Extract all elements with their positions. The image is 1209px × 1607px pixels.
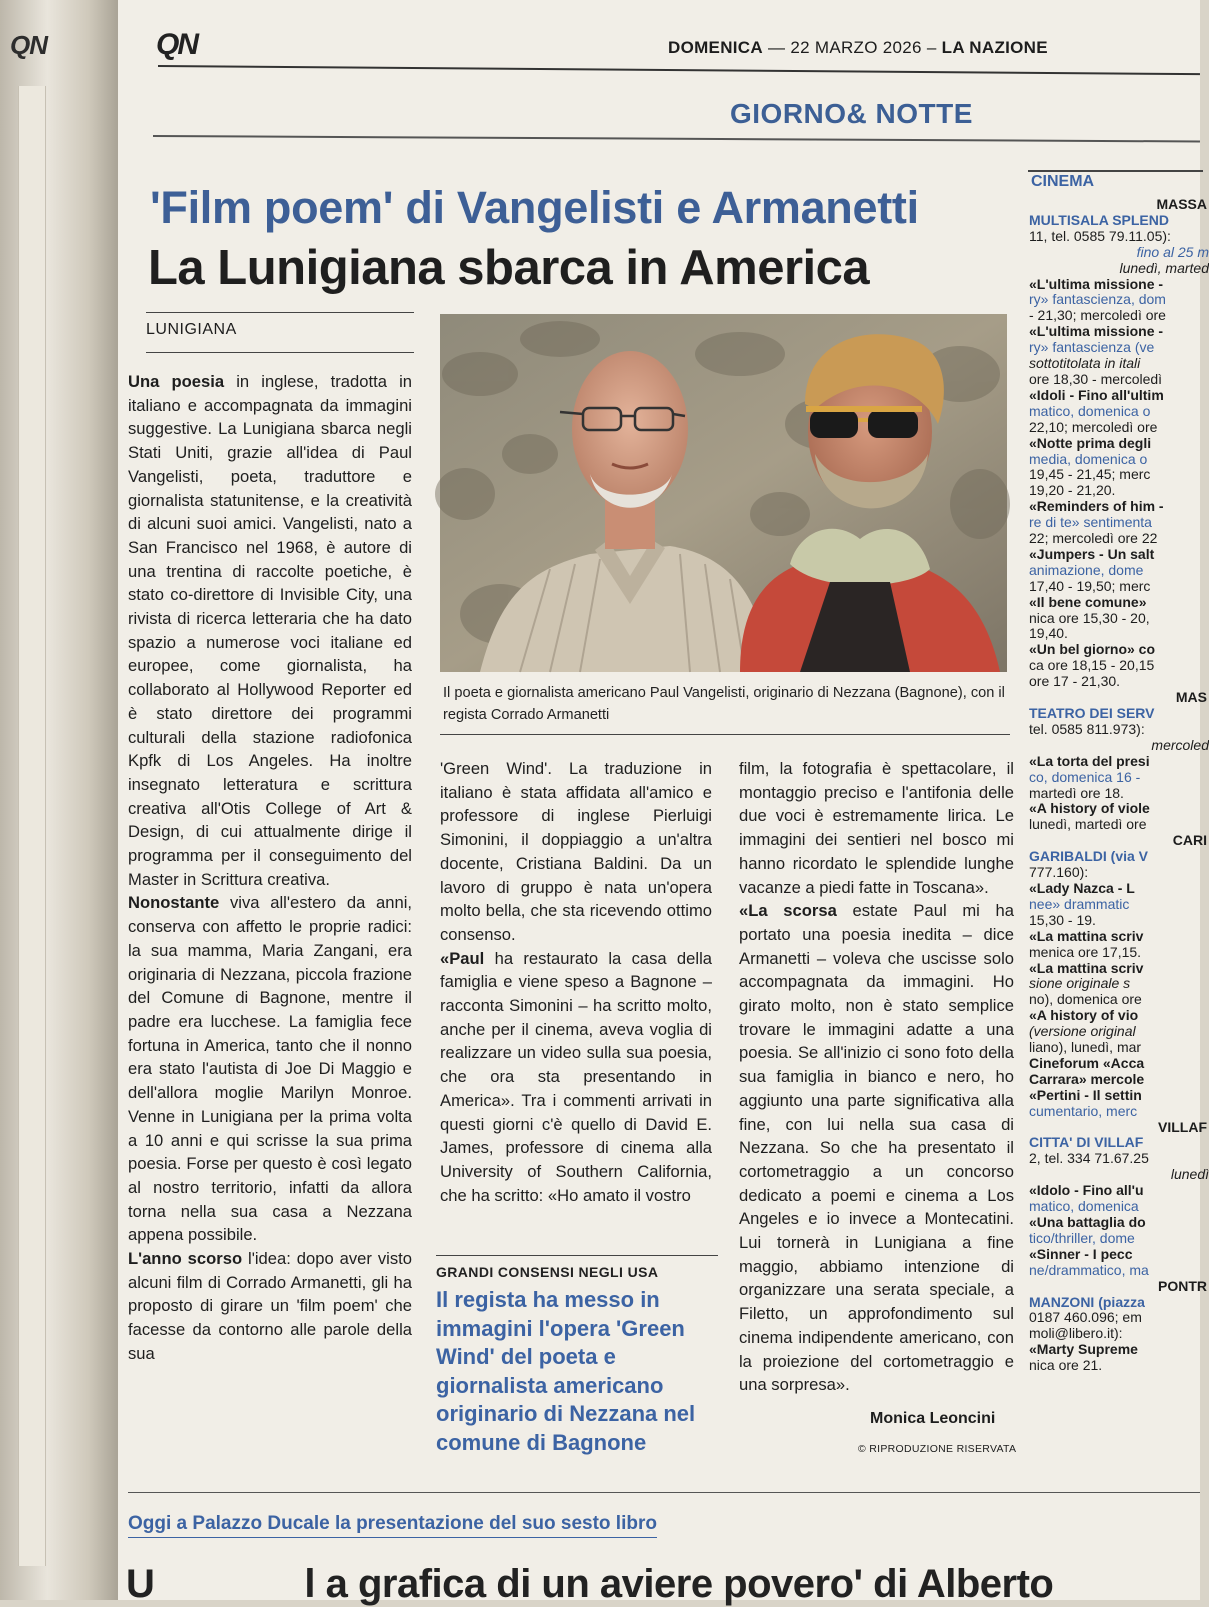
cinema-line: animazione, dome xyxy=(1029,561,1144,578)
cinema-line: MANZONI (piazza xyxy=(1029,1293,1145,1310)
paragraph xyxy=(128,1247,412,1366)
cinema-line: «Marty Supreme xyxy=(1029,1341,1138,1358)
section-rule xyxy=(153,135,1200,142)
cinema-line: tel. 0585 811.973): xyxy=(1029,720,1145,737)
dateline-separator: — xyxy=(768,38,786,57)
pull-quote-box xyxy=(436,1264,718,1457)
paragraph xyxy=(739,757,1014,899)
cinema-line: «Sinner - I pecc xyxy=(1029,1245,1133,1262)
cinema-line: 0187 460.096; em xyxy=(1029,1309,1142,1326)
previous-page-edge xyxy=(0,0,118,1600)
article-column-2 xyxy=(440,757,712,1207)
cinema-listings xyxy=(1029,165,1209,1475)
cinema-line: moli@libero.it): xyxy=(1029,1325,1123,1342)
cinema-line: 2, tel. 334 71.67.25 xyxy=(1029,1150,1149,1167)
cinema-line: «Jumpers - Un salt xyxy=(1029,545,1155,562)
cinema-line: GARIBALDI (via V xyxy=(1029,848,1149,865)
dateline xyxy=(668,38,1048,58)
pull-quote-tag: GRANDI CONSENSI NEGLI USA xyxy=(436,1264,659,1280)
paragraph-text: film, la fotografia è spettacolare, il montaggio preciso e l'antifonia delle due voci è estremamente lirica. Le immagini dei sentieri nel bosco mi hanno ricordato le splendide lunghe vacanze a piedi fatte in Toscana». xyxy=(739,759,1014,897)
cinema-line: «L'ultima missione - xyxy=(1029,323,1164,340)
cinema-line: «A history of viole xyxy=(1029,800,1150,817)
cinema-line: ne/drammatico, ma xyxy=(1029,1261,1149,1278)
copyright-notice: © RIPRODUZIONE RISERVATA xyxy=(858,1443,1017,1455)
cinema-line: tico/thriller, dome xyxy=(1029,1229,1135,1246)
cinema-line: lunedì, martedì ore xyxy=(1029,816,1147,833)
cinema-line: «La mattina scriv xyxy=(1029,959,1144,976)
cinema-line: «Idoli - Fino all'ultim xyxy=(1029,386,1164,403)
cinema-line: nica ore 21. xyxy=(1029,1357,1103,1374)
cinema-line: 15,30 - 19. xyxy=(1029,911,1096,928)
cinema-line: 19,20 - 21,20. xyxy=(1029,482,1116,499)
article-column-3 xyxy=(739,757,1014,1397)
cinema-line: lunedì xyxy=(1170,1166,1209,1183)
photo-caption: Il poeta e giornalista americano Paul Vangelisti, originario di Nezzana (Bagnone), con il regista Corrado Armanetti xyxy=(443,685,1005,723)
photo-illustration xyxy=(440,314,1007,672)
qn-logo: QN xyxy=(156,28,197,61)
cinema-line: re di te» sentimenta xyxy=(1029,514,1152,531)
cinema-line: 11, tel. 0585 79.11.05): xyxy=(1029,227,1171,244)
cinema-line: CARI xyxy=(1172,832,1207,849)
cinema-line: ry» fantascienza (ve xyxy=(1029,339,1155,356)
cinema-line: (versione original xyxy=(1029,1023,1136,1040)
cinema-line: 22,10; mercoledì ore xyxy=(1029,418,1158,435)
dateline-day: DOMENICA xyxy=(668,38,763,57)
article-byline: Monica Leoncini xyxy=(870,1410,996,1427)
dateline-paper: LA NAZIONE xyxy=(941,38,1048,57)
cinema-line: «La mattina scriv xyxy=(1029,927,1144,944)
paragraph xyxy=(128,370,412,891)
paragraph xyxy=(739,899,1014,1397)
cinema-line: 17,40 - 19,50; merc xyxy=(1029,577,1151,594)
paragraph-text: estate Paul mi ha portato una poesia inedita – dice Armanetti – voleva che uscisse solo accompagnata da immagini. Ho girato molto, non è stato semplice trovare le immagini adatte a una poesia. Se all'inizio ci sono foto della sua famiglia in bianco e nero, ho aggiunto una parte significativa alla fine, con lui nella sua casa di Nezzana. So che ha presentato il cortometraggio a un concorso dedicato a poemi e cinema a Los Angeles e io invece a Montecatini. Lui tornerà in Lunigiana a fine maggio, abbiamo intenzione di organizzare una serata speciale, a Filetto, un approfondimento sul cinema indipendente americano, con la proiezione del cortometraggio e una sorpresa». xyxy=(739,901,1014,1395)
cinema-line: 19,40. xyxy=(1029,625,1068,642)
paragraph xyxy=(440,947,712,1208)
paragraph-text: 'Green Wind'. La traduzione in italiano è stata affidata all'amico e professore di inglese Pierluigi Simonini, il doppiaggio a un'altra docente, Cristiana Baldini. Da un lavoro di gruppo è nata un'opera molto bella, che sta ricevendo ottimo consenso. xyxy=(440,759,712,944)
next-headline-part-2: l a grafica di un aviere povero' di Alberto xyxy=(304,1562,1054,1606)
paragraph-text: viva all'estero da anni, conserva con affetto le proprie radici: la sua mamma, Maria Zangani, era originaria di Nezzana, piccola frazione del Comune di Bagnone, mentre il padre era lucchese. La famiglia fece fortuna in America, tanto che il nonno era stato l'autista di Joe Di Maggio e dell'allora moglie Marilyn Monroe. Venne in Lunigiana per la prima volta a 10 anni e qui scrisse la sua prima poesia. Forse per questo è così legato al nostro territorio, infatti da allora torna nella sua casa a Nezzana appena possibile. xyxy=(128,893,412,1245)
paragraph-lead: «Paul xyxy=(440,948,485,968)
article-photo xyxy=(440,314,1007,672)
article-headline: La Lunigiana sbarca in America xyxy=(148,241,870,295)
cinema-line: TEATRO DEI SERV xyxy=(1029,705,1155,721)
subhead-rule xyxy=(436,1255,718,1256)
cinema-line: nica ore 15,30 - 20, xyxy=(1029,609,1150,626)
cinema-line: matico, domenica o xyxy=(1029,402,1151,419)
article-column-1 xyxy=(128,370,412,1366)
cinema-line: «Idolo - Fino all'u xyxy=(1029,1182,1144,1199)
cinema-line: 19,45 - 21,45; merc xyxy=(1029,466,1151,483)
related-article-teaser: Oggi a Palazzo Ducale la presentazione del suo sesto libro xyxy=(128,1513,657,1538)
bottom-rule xyxy=(128,1492,1200,1493)
next-article-headline xyxy=(126,1562,1053,1607)
cinema-line: sottotitolata in itali xyxy=(1029,355,1141,372)
cinema-line: «Pertini - Il settin xyxy=(1029,1086,1142,1103)
cinema-line: Cineforum «Acca xyxy=(1029,1054,1145,1071)
cinema-line: «La torta del presi xyxy=(1029,752,1150,769)
paragraph-lead: Una poesia xyxy=(128,372,225,391)
cinema-line: PONTR xyxy=(1158,1277,1207,1294)
cinema-line: martedì ore 18. xyxy=(1029,784,1124,801)
article-locality: LUNIGIANA xyxy=(146,321,237,338)
cinema-line: - 21,30; mercoledì ore xyxy=(1029,307,1166,324)
cinema-line: matico, domenica xyxy=(1029,1198,1139,1215)
paragraph-lead: Nonostante xyxy=(128,893,220,913)
left-page-strip xyxy=(18,86,46,1566)
cinema-line: ore 17 - 21,30. xyxy=(1029,673,1121,690)
cinema-line: mercoled xyxy=(1151,736,1209,753)
newspaper-page xyxy=(118,0,1209,1606)
cinema-line: «Reminders of him - xyxy=(1029,498,1164,515)
cinema-line: liano), lunedì, mar xyxy=(1029,1039,1142,1056)
cinema-line: «L'ultima missione - xyxy=(1029,275,1164,292)
locality-rule-top xyxy=(146,312,414,313)
cinema-line: menica ore 17,15. xyxy=(1029,943,1142,960)
cinema-line: no), domenica ore xyxy=(1029,991,1142,1008)
paragraph-lead: «La scorsa xyxy=(739,901,837,921)
pull-quote-text: Il regista ha messo in immagini l'opera 'Green Wind' del poeta e giornalista americano originario di Nezzana nel comune di Bagnone xyxy=(436,1287,696,1455)
cinema-line: «Notte prima degli xyxy=(1029,434,1152,451)
cinema-line: «Lady Nazca - L xyxy=(1029,879,1135,896)
paragraph-text: in inglese, tradotta in italiano e accompagnata da immagini suggestive. La Lunigiana sbarca negli Stati Uniti, grazie all'idea di Paul Vangelisti, poeta, traduttore e giornalista statunitense, e la creatività di alcuni suoi amici. Vangelisti, nato a San Francisco nel 1968, è autore di una trentina di raccolte poetiche, è stato co-direttore di Invisible City, una rivista di ricerca letteraria che ha dato spazio a numerose voci italiane ed europee, come giornalista, ha collaborato al Hollywood Reporter ed è stato direttore dei programmi culturali della stazione radiofonica Kpfk di Los Angeles. Ha inoltre insegnato letteratura e scrittura creativa all'Otis College of Art & Design, di cui attualmente dirige il programma per il conseguimento del Master in Scrittura creativa. xyxy=(128,372,412,889)
cinema-line: ca ore 18,15 - 20,15 xyxy=(1029,657,1155,674)
paragraph-text: l'idea: dopo aver visto alcuni film di Corrado Armanetti, gli ha proposto di girare un 'film poem' che facesse da contorno alle parole della sua xyxy=(128,1249,412,1363)
paragraph xyxy=(128,891,412,1247)
cinema-line: fino al 25 m xyxy=(1136,243,1209,260)
cinema-line: lunedì, marted xyxy=(1119,259,1209,276)
caption-rule xyxy=(440,734,1010,735)
paragraph-lead: L'anno scorso xyxy=(128,1249,243,1269)
cinema-line: media, domenica o xyxy=(1029,450,1148,467)
dateline-dash: – xyxy=(926,38,937,57)
cinema-line: «Una battaglia do xyxy=(1029,1214,1146,1230)
cinema-line: 777.160): xyxy=(1029,864,1089,881)
paragraph xyxy=(440,757,712,947)
cinema-line: MASSA xyxy=(1156,196,1207,212)
cinema-line: MAS xyxy=(1175,689,1207,706)
locality-rule-bottom xyxy=(146,352,414,353)
cinema-line: CITTA' DI VILLAF xyxy=(1029,1134,1144,1151)
cinema-line: co, domenica 16 - xyxy=(1029,768,1141,785)
cinema-line: VILLAF xyxy=(1158,1118,1207,1135)
cinema-line: ore 18,30 - mercoledì xyxy=(1029,370,1163,387)
paragraph-text: ha restaurato la casa della famiglia e viene speso a Bagnone – racconta Simonini – ha scritto molto, anche per il cinema, aveva voglia di realizzare un video sulla sua poesia, che ora sta presentando in America». Tra i commenti arrivati in questi giorni c'è quello di David E. James, professore di cinema alla University of Southern California, che ha scritto: «Ho amato il vostro xyxy=(440,948,712,1205)
left-page-logo: QN xyxy=(10,30,47,60)
cinema-line: MULTISALA SPLEND xyxy=(1029,211,1169,228)
cinema-line: Carrara» mercole xyxy=(1029,1070,1145,1087)
section-heading: GIORNO& NOTTE xyxy=(730,98,973,129)
article-kicker: 'Film poem' di Vangelisti e Armanetti xyxy=(150,182,919,233)
cinema-listing-lines xyxy=(1029,197,1209,1374)
masthead-rule xyxy=(158,65,1200,75)
cinema-line: ry» fantascienza, dom xyxy=(1029,291,1166,308)
cinema-line: «A history of vio xyxy=(1029,1007,1139,1024)
cinema-line: cumentario, merc xyxy=(1029,1102,1138,1119)
dateline-date: 22 MARZO 2026 xyxy=(790,38,922,57)
cinema-line: «Il bene comune» xyxy=(1029,593,1147,610)
cinema-section-title: CINEMA xyxy=(1031,173,1095,190)
cinema-line: 22; mercoledì ore 22 xyxy=(1029,530,1158,547)
cinema-line: «Un bel giorno» co xyxy=(1029,641,1156,658)
cinema-line: nee» drammatic xyxy=(1029,895,1130,912)
next-headline-part-1: U xyxy=(126,1562,155,1606)
cinema-line: sione originale s xyxy=(1029,975,1131,992)
